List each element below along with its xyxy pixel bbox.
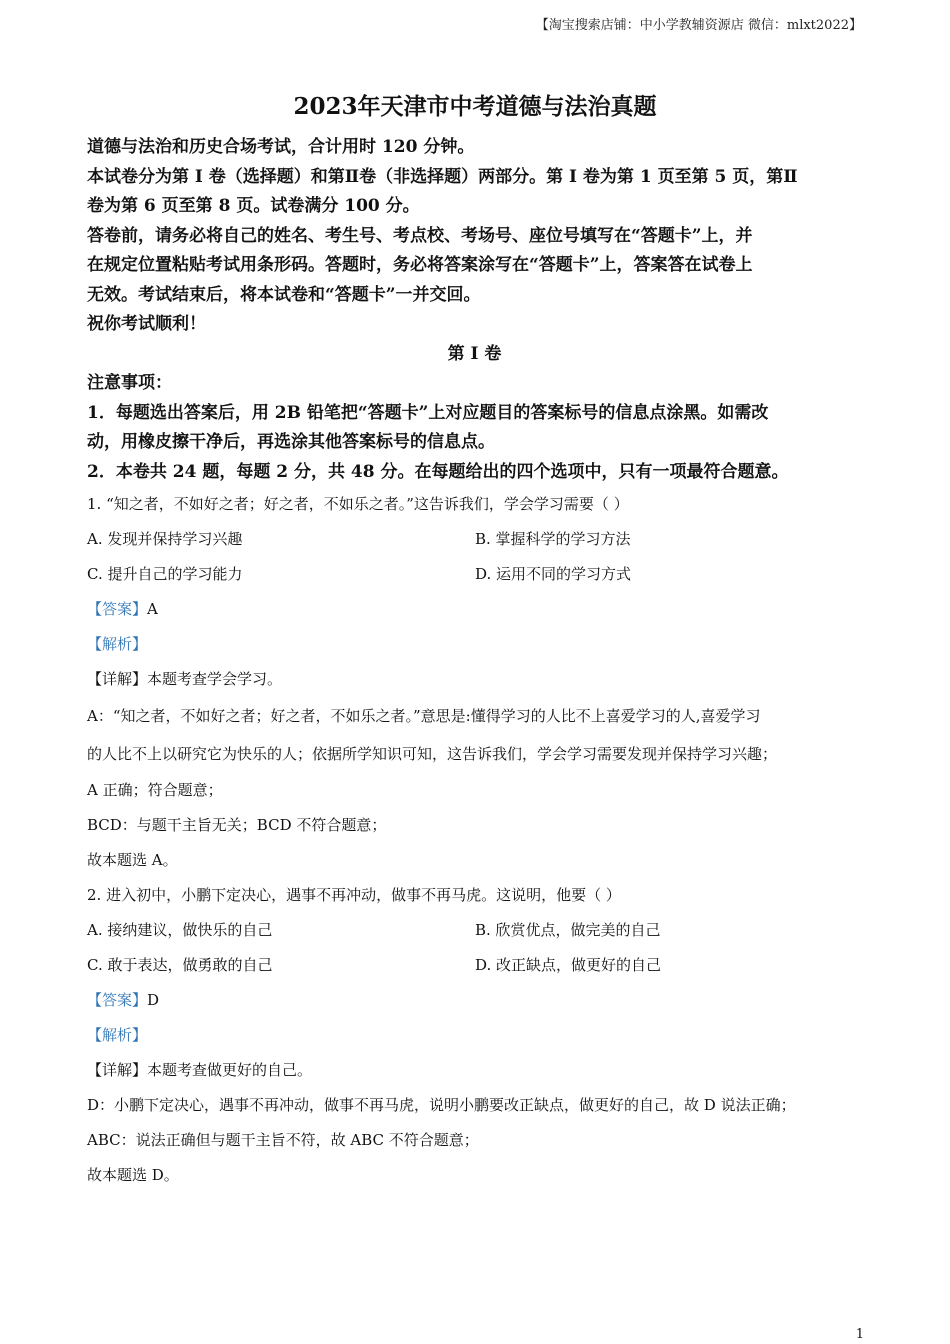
notice-line: 2．本卷共 24 题，每题 2 分，共 48 分。在每题给出的四个选项中，只有一项最符合题意。 (87, 461, 789, 482)
intro-line: 道德与法治和历史合场考试，合计用时 120 分钟。 (87, 137, 475, 157)
volume-heading: 第 I 卷 (447, 343, 502, 364)
question-stem: 2. 进入初中，小鹏下定决心，遇事不再冲动，做事不再马虎。这说明，他要（ ） (87, 886, 621, 904)
answer-value: A (147, 600, 158, 618)
page-number: 1 (855, 1327, 864, 1342)
intro-line: 在规定位置粘贴考试用条形码。答题时，务必将答案涂写在“答题卡”上，答案答在试卷上 (87, 255, 753, 275)
option-a: A. 接纳建议，做快乐的自己 (87, 921, 273, 939)
option-c: C. 敢于表达，做勇敢的自己 (87, 956, 273, 974)
options-row (87, 522, 862, 557)
answer-tag: 【答案】 (87, 600, 148, 618)
answer-tag: 【答案】 (87, 991, 148, 1009)
detail-line: 故本题选 D。 (87, 1166, 179, 1184)
options-row (87, 913, 862, 948)
detail-line: 故本题选 A。 (87, 851, 178, 869)
intro-line: 本试卷分为第 I 卷（选择题）和第Ⅱ卷（非选择题）两部分。第 I 卷为第 1 页至第 5 页，第Ⅱ (87, 166, 798, 187)
intro-line: 无效。考试结束后，将本试卷和“答题卡”一并交回。 (87, 284, 481, 305)
intro-line: 祝你考试顺利！ (87, 314, 206, 334)
notice-line: 1．每题选出答案后，用 2B 铅笔把“答题卡”上对应题目的答案标号的信息点涂黑。如需改 (87, 402, 769, 423)
options-row (87, 557, 862, 592)
header-note: 【淘宝搜索店铺：中小学教辅资源店 微信：mlxt2022】 (535, 18, 862, 33)
answer-value: D (147, 991, 160, 1009)
option-d: D. 运用不同的学习方式 (475, 565, 632, 583)
detail-line: 的人比不上以研究它为快乐的人；依据所学知识可知，这告诉我们，学会学习需要发现并保持学习兴趣； (87, 745, 778, 763)
analysis-tag: 【解析】 (87, 1026, 148, 1044)
option-b: B. 掌握科学的学习方法 (475, 530, 631, 548)
intro-line: 卷为第 6 页至第 8 页。试卷满分 100 分。 (87, 196, 420, 216)
option-d: D. 改正缺点，做更好的自己 (475, 956, 662, 974)
question-stem: 1. “知之者，不如好之者；好之者，不如乐之者。”这告诉我们，学会学习需要（ ） (87, 495, 629, 513)
content (87, 133, 862, 1193)
options-row (87, 948, 862, 983)
intro-line: 答卷前，请务必将自己的姓名、考生号、考点校、考场号、座位号填写在“答题卡”上，并 (87, 225, 753, 246)
option-c: C. 提升自己的学习能力 (87, 565, 243, 583)
detail-line: D：小鹏下定决心，遇事不再冲动，做事不再马虎，说明小鹏要改正缺点，做更好的自己，故 D 说法正确； (87, 1096, 796, 1114)
analysis-tag: 【解析】 (87, 635, 148, 653)
detail-line: A 正确；符合题意； (87, 781, 223, 799)
page-title: 2023年天津市中考道德与法治真题 (293, 93, 657, 120)
answer-line (87, 592, 862, 627)
notice-heading: 注意事项： (87, 373, 172, 393)
option-b: B. 欣赏优点，做完美的自己 (475, 921, 661, 939)
detail-line: ABC：说法正确但与题干主旨不符，故 ABC 不符合题意； (87, 1131, 479, 1149)
option-a: A. 发现并保持学习兴趣 (87, 530, 243, 548)
answer-line (87, 983, 862, 1018)
notice-line: 动，用橡皮擦干净后，再选涂其他答案标号的信息点。 (87, 432, 495, 452)
detail-line: 【详解】本题考查学会学习。 (87, 670, 283, 688)
detail-line: 【详解】本题考查做更好的自己。 (87, 1061, 313, 1079)
detail-line: BCD：与题干主旨无关；BCD 不符合题意； (87, 816, 387, 834)
detail-line: A：“知之者，不如好之者；好之者，不如乐之者。”意思是:懂得学习的人比不上喜爱学习的人,喜爱学习 (87, 707, 761, 725)
